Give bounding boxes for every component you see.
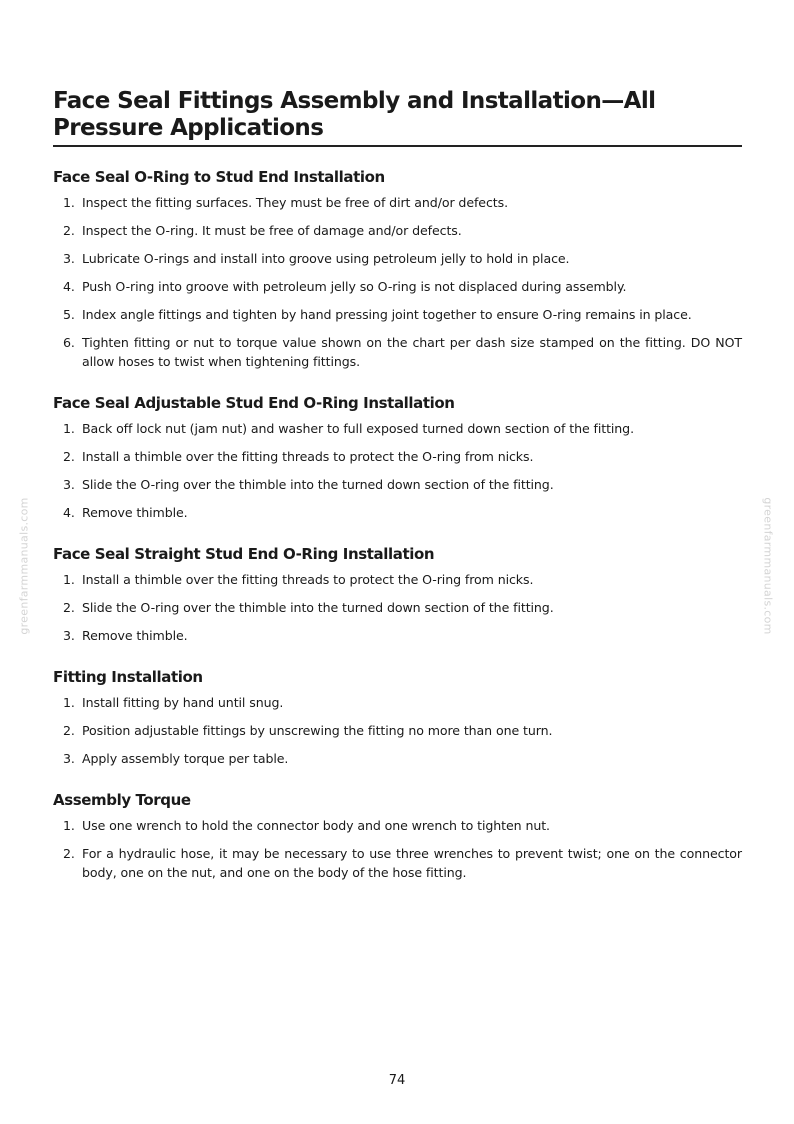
- list-item: [53, 249, 742, 268]
- step-number: 2.: [63, 846, 75, 861]
- step-list: [53, 193, 742, 371]
- step-text: Position adjustable fittings by unscrewing the fitting no more than one turn.: [82, 723, 553, 738]
- step-number: 2.: [63, 723, 75, 738]
- step-number: 5.: [63, 307, 75, 322]
- step-text: Install fitting by hand until snug.: [82, 695, 284, 710]
- step-number: 3.: [63, 477, 75, 492]
- step-number: 1.: [63, 572, 75, 587]
- step-text: Push O-ring into groove with petroleum jelly so O-ring is not displaced during assembly.: [82, 279, 627, 294]
- step-number: 2.: [63, 449, 75, 464]
- step-text: Tighten fitting or nut to torque value shown on the chart per dash size stamped on the fitting. DO NOT allow hoses to twist when tightening fittings.: [82, 335, 742, 369]
- step-text: For a hydraulic hose, it may be necessary to use three wrenches to prevent twist; one on the connector body, one on the nut, and one on the body of the hose fitting.: [82, 846, 742, 880]
- list-item: [53, 693, 742, 712]
- step-text: Install a thimble over the fitting threads to protect the O-ring from nicks.: [82, 572, 534, 587]
- section: [53, 544, 742, 645]
- step-number: 2.: [63, 223, 75, 238]
- step-number: 2.: [63, 600, 75, 615]
- step-number: 3.: [63, 251, 75, 266]
- list-item: [53, 721, 742, 740]
- step-text: Inspect the O-ring. It must be free of damage and/or defects.: [82, 223, 462, 238]
- step-number: 3.: [63, 628, 75, 643]
- list-item: [53, 475, 742, 494]
- watermark-right: greenfarmmanuals.com: [761, 497, 775, 635]
- step-text: Use one wrench to hold the connector body and one wrench to tighten nut.: [82, 818, 550, 833]
- step-list: [53, 570, 742, 645]
- step-text: Install a thimble over the fitting threads to protect the O-ring from nicks.: [82, 449, 534, 464]
- section-heading: Assembly Torque: [53, 791, 191, 809]
- step-number: 6.: [63, 335, 75, 350]
- section-heading: Face Seal Straight Stud End O-Ring Installation: [53, 545, 435, 563]
- page-number: 74: [388, 1073, 406, 1088]
- section: [53, 667, 742, 768]
- sections-container: [53, 167, 742, 882]
- step-list: [53, 816, 742, 882]
- list-item: [53, 626, 742, 645]
- step-text: Slide the O-ring over the thimble into the turned down section of the fitting.: [82, 600, 554, 615]
- step-text: Index angle fittings and tighten by hand pressing joint together to ensure O-ring remains in place.: [82, 307, 692, 322]
- list-item: [53, 277, 742, 296]
- step-list: [53, 693, 742, 768]
- section: [53, 790, 742, 882]
- page-title: Face Seal Fittings Assembly and Installation—All Pressure Applications: [53, 88, 742, 147]
- section-heading: Fitting Installation: [53, 668, 203, 686]
- list-item: [53, 419, 742, 438]
- list-item: [53, 844, 742, 882]
- list-item: [53, 447, 742, 466]
- list-item: [53, 598, 742, 617]
- step-number: 1.: [63, 421, 75, 436]
- step-number: 1.: [63, 195, 75, 210]
- step-number: 1.: [63, 695, 75, 710]
- watermark-left: greenfarmmanuals.com: [17, 497, 31, 635]
- list-item: [53, 305, 742, 324]
- step-number: 4.: [63, 505, 75, 520]
- step-text: Remove thimble.: [82, 505, 188, 520]
- list-item: [53, 570, 742, 589]
- section: [53, 167, 742, 371]
- list-item: [53, 503, 742, 522]
- step-number: 3.: [63, 751, 75, 766]
- step-list: [53, 419, 742, 522]
- step-text: Lubricate O-rings and install into groove using petroleum jelly to hold in place.: [82, 251, 570, 266]
- list-item: [53, 816, 742, 835]
- list-item: [53, 749, 742, 768]
- section-heading: Face Seal O-Ring to Stud End Installation: [53, 168, 385, 186]
- list-item: [53, 333, 742, 371]
- step-text: Remove thimble.: [82, 628, 188, 643]
- page-content: [53, 88, 742, 891]
- step-text: Apply assembly torque per table.: [82, 751, 289, 766]
- section-heading: Face Seal Adjustable Stud End O-Ring Installation: [53, 394, 455, 412]
- list-item: [53, 221, 742, 240]
- step-number: 1.: [63, 818, 75, 833]
- list-item: [53, 193, 742, 212]
- step-text: Slide the O-ring over the thimble into the turned down section of the fitting.: [82, 477, 554, 492]
- step-text: Back off lock nut (jam nut) and washer to full exposed turned down section of the fitting.: [82, 421, 634, 436]
- section: [53, 393, 742, 522]
- step-number: 4.: [63, 279, 75, 294]
- step-text: Inspect the fitting surfaces. They must be free of dirt and/or defects.: [82, 195, 508, 210]
